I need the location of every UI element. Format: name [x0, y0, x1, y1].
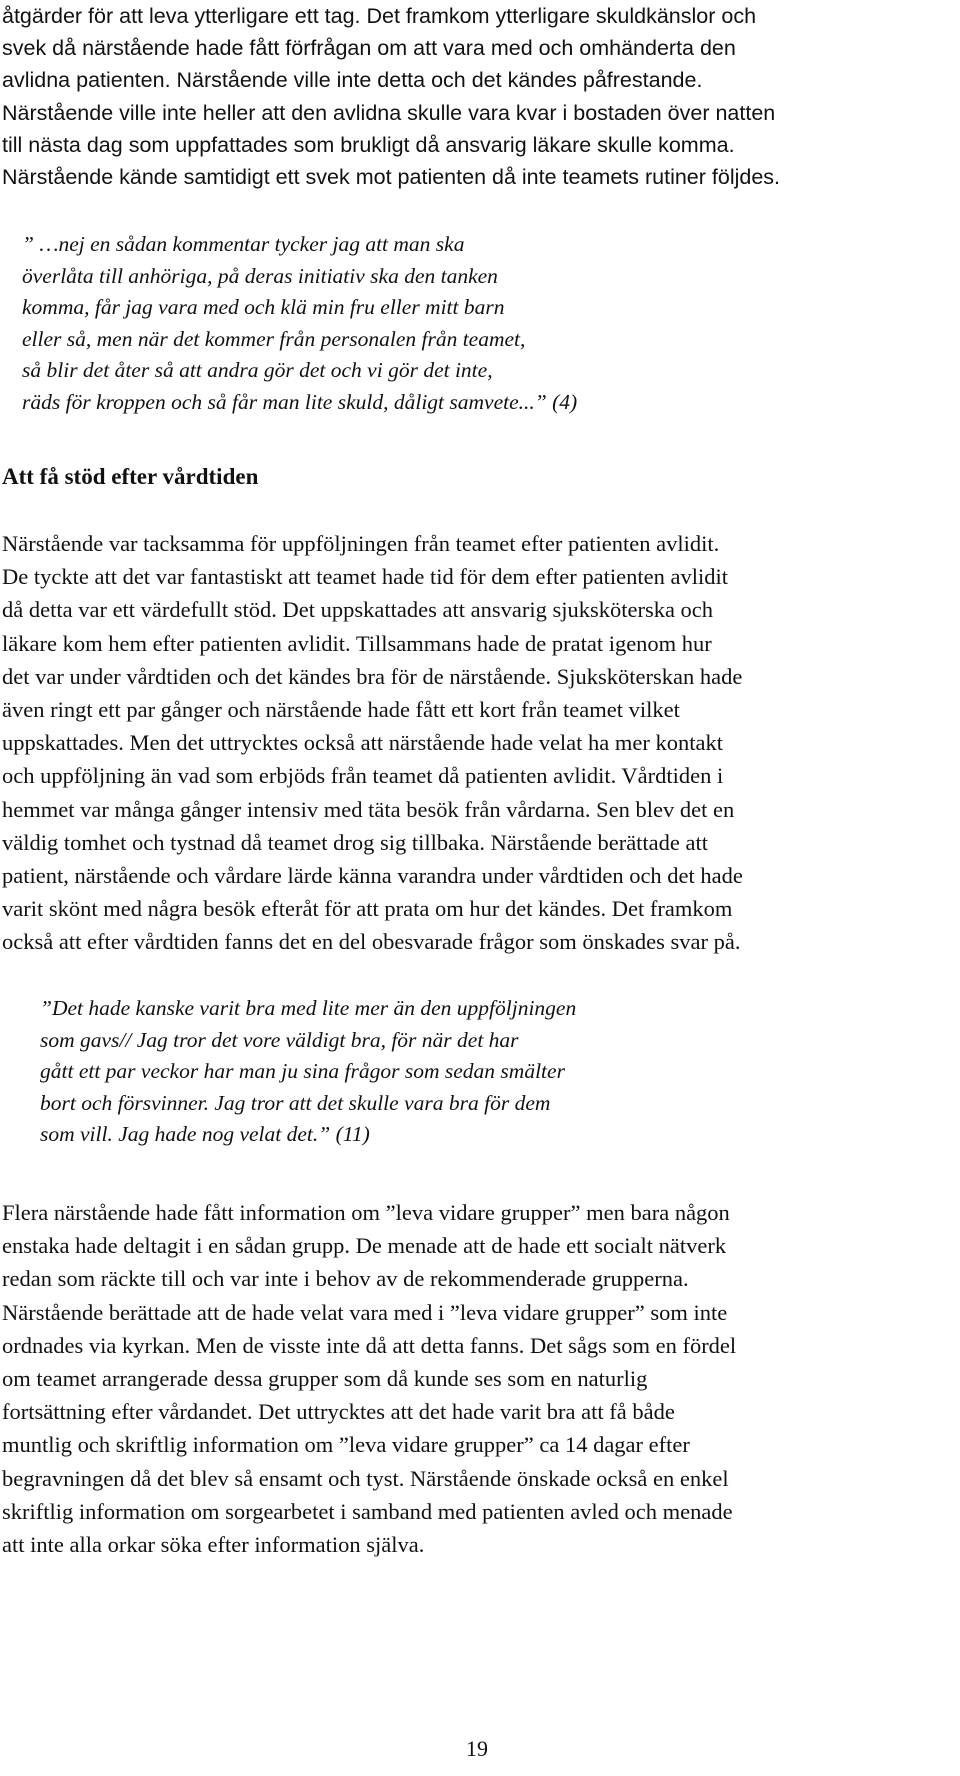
text-line: väldig tomhet och tystnad då teamet drog sig tillbaka. Närstående berättade att: [2, 829, 709, 855]
text-line: även ringt ett par gånger och närstående hade fått ett kort från teamet vilket: [2, 697, 680, 723]
quote-line: ” …nej en sådan kommentar tycker jag att man ska: [22, 232, 465, 256]
text-line: De tyckte att det var fantastiskt att teamet hade tid för dem efter patienten avlidit: [2, 564, 728, 590]
text-line: Flera närstående hade fått information om ”leva vidare grupper” men bara någon: [2, 1200, 730, 1225]
text-line: det var under vårdtiden och det kändes bra för de närstående. Sjuksköterskan hade: [2, 663, 743, 689]
text-line: till nästa dag som uppfattades som brukligt då ansvarig läkare skulle komma.: [2, 132, 735, 157]
text-line: att inte alla orkar söka efter information själva.: [2, 1532, 425, 1558]
body-paragraph-2: [2, 1196, 736, 1561]
quote-line: gått ett par veckor har man ju sina frågor som sedan smälter: [40, 1059, 565, 1084]
quote-line: ”Det hade kanske varit bra med lite mer än den uppföljningen: [40, 996, 577, 1020]
text-line: avlidna patienten. Närstående ville inte detta och det kändes påfrestande.: [2, 68, 703, 93]
text-line: fortsättning efter vårdandet. Det uttrycktes att det hade varit bra att få både: [2, 1399, 675, 1425]
text-line: Närstående berättade att de hade velat vara med i ”leva vidare grupper” som inte: [2, 1299, 728, 1325]
text-line: redan som räckte till och var inte i behov av de rekommenderade grupperna.: [2, 1266, 689, 1292]
quote-line: bort och försvinner. Jag tror att det skulle vara bra för dem: [40, 1090, 551, 1115]
text-line: uppskattades. Men det uttrycktes också att närstående hade velat ha mer kontakt: [2, 730, 723, 756]
text-line: muntlig och skriftlig information om ”leva vidare grupper” ca 14 dagar efter: [2, 1432, 690, 1458]
text-line: och uppföljning än vad som erbjöds från teamet då patienten avlidit. Vårdtiden i: [2, 763, 724, 789]
intro-paragraph: [2, 0, 952, 193]
text-line: enstaka hade deltagit i en sådan grupp. De menade att de hade ett socialt nätverk: [2, 1233, 727, 1259]
text-line: om teamet arrangerade dessa grupper som då kunde ses som en naturlig: [2, 1366, 648, 1392]
text-line: Närstående kände samtidigt ett svek mot patienten då inte teamets rutiner följdes.: [2, 165, 781, 190]
quote-line: eller så, men när det kommer från personalen från teamet,: [22, 326, 526, 351]
quote-line: som gavs// Jag tror det vore väldigt bra, för när det har: [40, 1027, 519, 1052]
text-line: Närstående ville inte heller att den avlidna skulle vara kvar i bostaden över natten: [2, 100, 776, 125]
text-line: åtgärder för att leva ytterligare ett tag. Det framkom ytterligare skuldkänslor och: [2, 4, 757, 28]
quote-line: komma, får jag vara med och klä min fru eller mitt barn: [22, 295, 505, 320]
block-quote-1: [22, 229, 577, 419]
quote-line: räds för kroppen och så får man lite skuld, dåligt samvete...” (4): [22, 389, 578, 414]
page-number: 19: [466, 1736, 488, 1761]
text-line: då detta var ett värdefullt stöd. Det uppskattades att ansvarig sjuksköterska och: [2, 597, 714, 623]
text-line: svek då närstående hade fått förfrågan om att vara med och omhänderta den: [2, 36, 736, 61]
quote-line: så blir det åter så att andra gör det och vi gör det inte,: [22, 358, 493, 383]
text-line: begravningen då det blev så ensamt och tyst. Närstående önskade också en enkel: [2, 1465, 729, 1491]
section-heading: Att få stöd efter vårdtiden: [2, 464, 259, 489]
text-line: Närstående var tacksamma för uppföljningen från teamet efter patienten avlidit.: [2, 531, 720, 556]
quote-line: som vill. Jag hade nog velat det.” (11): [40, 1122, 370, 1147]
text-line: patient, närstående och vårdare lärde känna varandra under vårdtiden och det hade: [2, 863, 743, 889]
text-line: läkare kom hem efter patienten avlidit. Tillsammans hade de pratat igenom hur: [2, 630, 712, 656]
text-line: varit skönt med några besök efteråt för att prata om hur det kändes. Det framkom: [2, 896, 733, 922]
body-paragraph-1: [2, 527, 743, 959]
text-line: hemmet var många gånger intensiv med täta besök från vårdarna. Sen blev det en: [2, 796, 735, 822]
block-quote-2: [40, 993, 576, 1151]
quote-line: överlåta till anhöriga, på deras initiativ ska den tanken: [22, 263, 498, 288]
text-line: också att efter vårdtiden fanns det en del obesvarade frågor som önskades svar på.: [2, 929, 741, 955]
text-line: ordnades via kyrkan. Men de visste inte då att detta fanns. Det sågs som en fördel: [2, 1332, 737, 1358]
text-line: skriftlig information om sorgearbetet i samband med patienten avled och menade: [2, 1498, 733, 1524]
